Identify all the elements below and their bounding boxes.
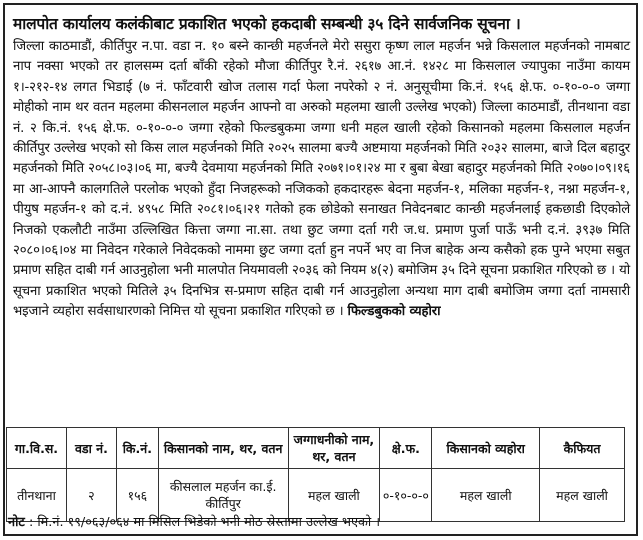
- col-header-farmer-details: किसानको व्यहोरा: [432, 428, 540, 469]
- note-text: : मि.नं. १९/०६३/०६४ मा मिसिल भिडेको भनी मोठ स्रेस्तामा उल्लेख भएको ।: [28, 515, 381, 530]
- fieldbook-subheading: फिल्डबुकको व्यहोरा: [347, 304, 441, 320]
- col-header-owner: जग्गाधनीको नाम, थर, वतन: [288, 428, 380, 469]
- cell-owner: महल खाली: [288, 469, 380, 522]
- col-header-vdc: गा.वि.स.: [7, 428, 67, 469]
- table-header-row: [7, 428, 625, 469]
- cell-area: ०-१०-०-०: [380, 469, 432, 522]
- cell-plot: १५६: [116, 469, 158, 522]
- notice-body: [5, 37, 636, 323]
- cell-vdc: तीनथाना: [7, 469, 67, 522]
- cell-remarks: महल खाली: [540, 469, 625, 522]
- cell-ward: २: [66, 469, 116, 522]
- col-header-farmer: किसानको नाम, थर, वतन: [158, 428, 288, 469]
- note-label: नोट: [8, 515, 25, 530]
- col-header-ward: वडा नं.: [66, 428, 116, 469]
- notice-body-text: जिल्ला काठमाडौं, कीर्तिपुर न.पा. वडा न. १० बस्ने कान्छी महर्जनले मेरो ससुरा कृष्ण लाल महर्जन भन्ने किसलाल महर्जनको नामबाट नाप नक्सा भएको तर हालसम्म दर्ता बाँकी रहेको मौजा कीर्तिपुर रै.नं. २६१७ आ.नं. १४२८ मा किसलाल ज्यापुका नाउँमा कायम १।-२१२-१४ लगत भिडाई (७ नं. फाँटवारी खोज तलास गर्दा फेला नपरेको २ नं. अनुसूचीमा कि.नं. १५६ क्षे.फ. ०-१०-०-० जग्गा मोहीको नाम थर वतन महलमा कीसनलाल महर्जन आफ्नो वा अरुको महलमा खाली उल्लेख भएको) जिल्ला काठमाडौं, तीनथाना वडा नं. २ कि.नं. १५६ क्षे.फ. ०-१०-०-० जग्गा रहेको फिल्डबुकमा जग्गा धनी महल खाली रहेको किसानको महलमा किसलाल महर्जन कीर्तिपुर उल्लेख भएको सो किस लाल महर्जनको मिति २०२५ सालमा बज्यै अष्टमाया महर्जनको मिति २०३२ सालमा, बाजे दिल बहादुर महर्जनको मिति २०५८।०३।०६ मा, बज्यै देवमाया महर्जनको मिति २०७१।०१।२४ मा र बुबा बेखा बहादुर महर्जनको मिति २०७०।०९।१६ मा आ-आफ्नै कालगतिले परलोक भएको हुँदा निजहरूको नजिकको हकदारहरू बेदना महर्जन-१, मलिका महर्जन-१, नश्ना महर्जन-१, पीयुष महर्जन-१ को द.नं. ४९५८ मिति २०८१।०६।२१ गतेको हक छोडेको सनाखत निवेदनबाट कान्छी महर्जनलाई हकछाडी दिएकोले निजको एकलौटी नाउँमा उल्लिखित कित्ता जग्गा ना.सा. तथा छुट जग्गा दर्ता गरी ज.ध. प्रमाण पुर्जा पाऊँ भनी द.नं. ३९३७ मिति २०८०।०६।०४ मा निवेदन गरेकाले निवेदकको नाममा छुट जग्गा दर्ता हुन नपर्ने भए वा निज बाहेक अन्य कसैको हक पुग्ने भएमा सबुत प्रमाण सहित दाबी गर्न आउनुहोला भनी मालपोत नियमावली २०३६ को नियम ४(२) बमोजिम ३५ दिने सूचना प्रकाशित गरिएको छ । यो सूचना प्रकाशित भएको मितिले ३५ दिनभित्र स-प्रमाण सहित दाबी गर्न आउनुहोला अन्यथा माग दाबी बमोजिम जग्गा दर्ता नामसारी भइजाने व्यहोरा सर्वसाधारणको निमित्त यो सूचना प्रकाशित गरिएको छ ।: [13, 39, 630, 320]
- cell-farmer-details: महल खाली: [432, 469, 540, 522]
- footnote: [8, 512, 380, 530]
- col-header-area: क्षे.फ.: [380, 428, 432, 469]
- col-header-plot: कि.नं.: [116, 428, 158, 469]
- cell-farmer: कीसलाल महर्जन का.ई. कीर्तिपुर: [158, 469, 288, 522]
- col-header-remarks: कैफियत: [540, 428, 625, 469]
- fieldbook-table: [6, 427, 625, 522]
- notice-title: मालपोत कार्यालय कलंकीबाट प्रकाशित भएको हकदाबी सम्बन्धी ३५ दिने सार्वजनिक सूचना ।: [13, 15, 521, 33]
